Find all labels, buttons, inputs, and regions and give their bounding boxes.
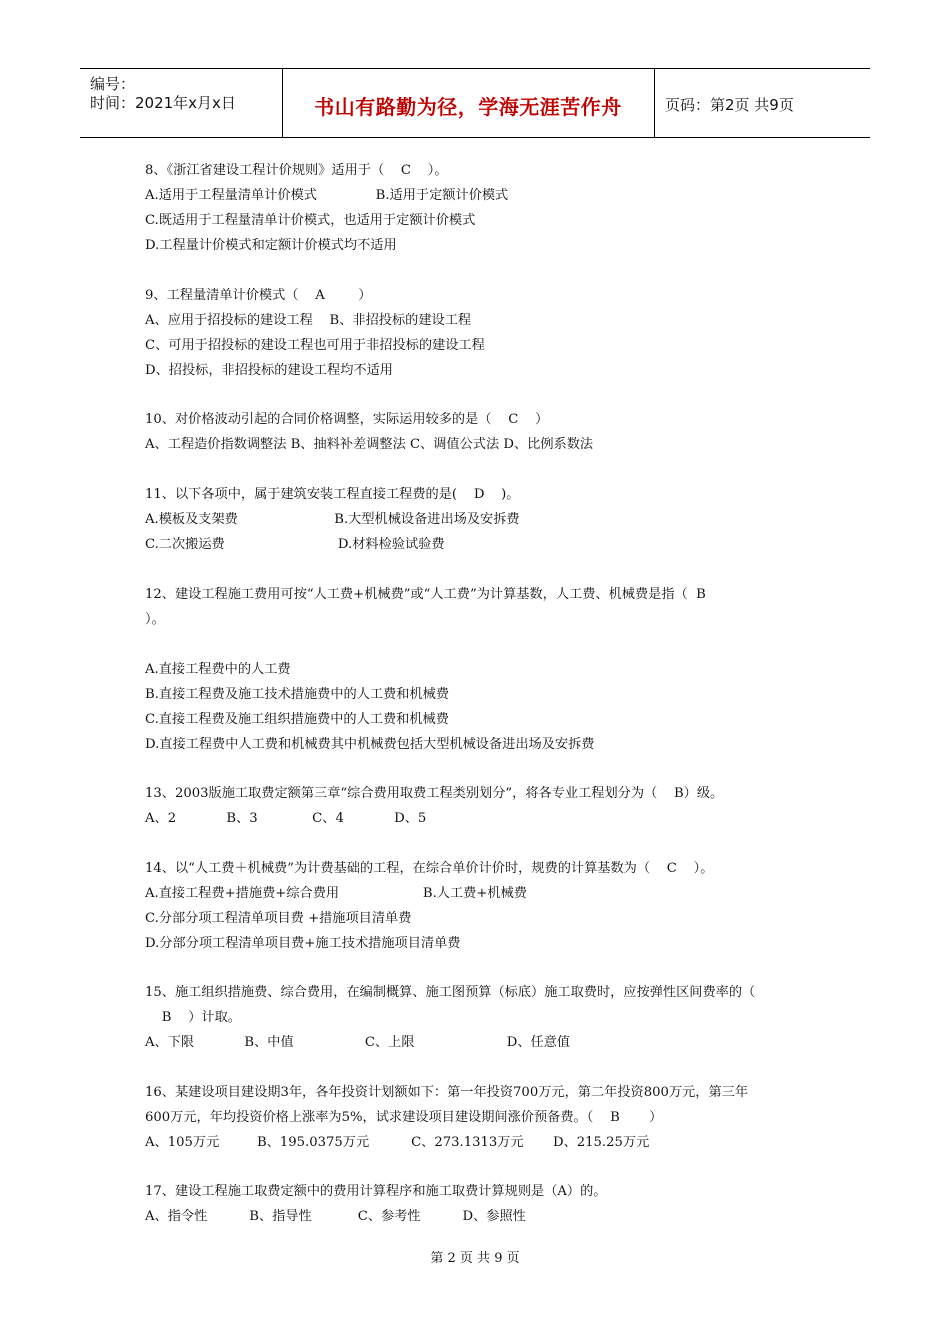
question-line: A.直接工程费中的人工费 (145, 662, 291, 677)
page-footer: 第 2 页 共 9 页 (430, 1251, 520, 1266)
question-stem: 17、建设工程施工取费定额中的费用计算程序和施工取费计算规则是（A）的。 (145, 1184, 607, 1199)
question-line: C.既适用于工程量清单计价模式，也适用于定额计价模式 (145, 213, 476, 228)
question-line: A、指令性 B、指导性 C、参考性 D、参照性 (145, 1209, 526, 1224)
question-stem: 12、建设工程施工费用可按“人工费+机械费”或“人工费”为计算基数，人工费、机械费是指（ B (145, 587, 706, 602)
question-line: D.分部分项工程清单项目费+施工技术措施项目清单费 (145, 936, 461, 951)
motto-text: 书山有路勤为径，学海无涯苦作舟 (314, 95, 622, 119)
question-line: A、工程造价指数调整法 B、抽料补差调整法 C、调值公式法 D、比例系数法 (145, 437, 594, 452)
question-line: A、105万元 B、195.0375万元 C、273.1313万元 D、215.25万元 (145, 1135, 650, 1150)
question-stem: 15、施工组织措施费、综合费用，在编制概算、施工图预算（标底）施工取费时，应按弹性区间费率的（ (145, 985, 756, 1000)
question-stem: 14、以“人工费＋机械费”为计费基础的工程，在综合单价计价时，规费的计算基数为（ C ）。 (145, 861, 714, 876)
question-line: A、下限 B、中值 C、上限 D、任意值 (145, 1035, 571, 1050)
question-line: B.直接工程费及施工技术措施费中的人工费和机械费 (145, 687, 450, 702)
document-time-label: 时间：2021年x月x日 (90, 94, 236, 112)
question-stem: 11、以下各项中，属于建筑安装工程直接工程费的是( D )。 (145, 487, 520, 502)
question-line: A.模板及支架费 B.大型机械设备进出场及安拆费 (145, 512, 520, 527)
question-stem: 13、2003版施工取费定额第三章“综合费用取费工程类别划分”，将各专业工程划分为（ B）级。 (145, 786, 724, 801)
question-line: A.适用于工程量清单计价模式 B.适用于定额计价模式 (145, 188, 509, 203)
document-number-label: 编号： (90, 75, 136, 93)
question-line: D、招投标，非招投标的建设工程均不适用 (145, 363, 393, 378)
question-line: A、2 B、3 C、4 D、5 (145, 811, 427, 826)
question-stem: 8、《浙江省建设工程计价规则》适用于（ C ）。 (145, 163, 448, 178)
question-line: C、可用于招投标的建设工程也可用于非招投标的建设工程 (145, 338, 485, 353)
question-stem: 16、某建设项目建设期3年，各年投资计划额如下：第一年投资700万元，第二年投资800万元，第三年 (145, 1085, 749, 1100)
question-line: 600万元，年均投资价格上涨率为5%，试求建设项目建设期间涨价预备费。（ B ） (145, 1110, 663, 1125)
question-line: C.二次搬运费 D.材料检验试验费 (145, 537, 445, 552)
question-line: D.直接工程费中人工费和机械费其中机械费包括大型机械设备进出场及安拆费 (145, 737, 595, 752)
question-stem: 10、对价格波动引起的合同价格调整，实际运用较多的是（ C ） (145, 412, 549, 427)
question-line: A.直接工程费+措施费+综合费用 B.人工费+机械费 (145, 886, 527, 901)
page-code-label: 页码：第2页 共9页 (665, 96, 794, 114)
question-stem: 9、工程量清单计价模式（ A ） (145, 288, 372, 303)
question-line: ）。 (145, 612, 165, 627)
question-line: B ）计取。 (145, 1010, 241, 1025)
question-line: C.分部分项工程清单项目费 +措施项目清单费 (145, 911, 412, 926)
question-line: D.工程量计价模式和定额计价模式均不适用 (145, 238, 397, 253)
question-line: A、应用于招投标的建设工程 B、非招投标的建设工程 (145, 313, 472, 328)
question-line: C.直接工程费及施工组织措施费中的人工费和机械费 (145, 712, 449, 727)
